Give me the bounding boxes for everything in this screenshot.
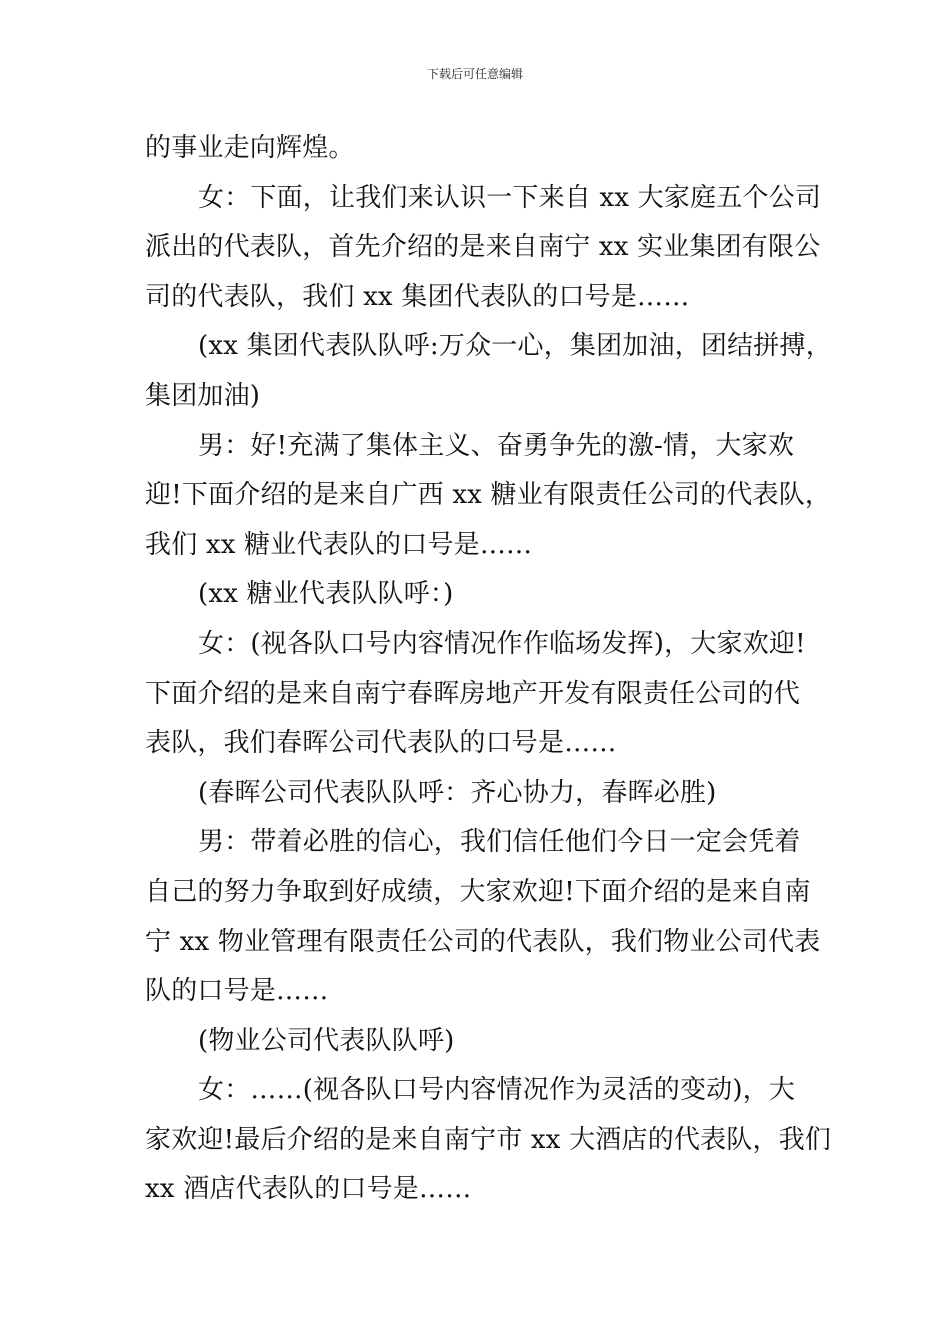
text-line: 我们 xx 糖业代表队的口号是…… [145,529,533,560]
text-line: (春晖公司代表队队呼：齐心协力，春晖必胜) [198,777,717,808]
text-line: xx 酒店代表队的口号是…… [145,1174,472,1205]
page-header: 下载后可任意编辑 [426,67,523,81]
text-line: 宁 xx 物业管理有限责任公司的代表队，我们物业公司代表 [145,926,821,957]
text-line: 男：带着必胜的信心，我们信任他们今日一定会凭着 [198,827,801,858]
text-line: 自己的努力争取到好成绩，大家欢迎!下面介绍的是来自南 [145,876,811,907]
text-line: (xx 糖业代表队队呼：) [198,579,454,610]
text-line: 女：下面，让我们来认识一下来自 xx 大家庭五个公司 [198,182,822,213]
text-line: 的事业走向辉煌。 [145,133,355,163]
text-line: 迎!下面介绍的是来自广西 xx 糖业有限责任公司的代表队， [145,480,832,511]
text-line: 男：好!充满了集体主义、奋勇争先的激-情，大家欢 [198,430,795,461]
document-body [145,124,832,1215]
text-line: 女：(视各队口号内容情况作作临场发挥)，大家欢迎! [198,628,806,659]
text-line: 派出的代表队，首先介绍的是来自南宁 xx 实业集团有限公 [145,232,821,263]
text-line: 表队，我们春晖公司代表队的口号是…… [145,728,617,759]
text-line: (物业公司代表队队呼) [198,1025,455,1056]
text-line: (xx 集团代表队队呼:万众一心，集团加油，团结拼搏， [198,331,832,362]
text-line: 女：……(视各队口号内容情况作为灵活的变动)，大 [198,1075,796,1106]
text-line: 队的口号是…… [145,976,329,1007]
text-line: 集团加油) [145,380,261,411]
text-line: 家欢迎!最后介绍的是来自南宁市 xx 大酒店的代表队，我们 [145,1124,832,1155]
text-line: 下面介绍的是来自南宁春晖房地产开发有限责任公司的代 [145,678,801,709]
text-line: 司的代表队，我们 xx 集团代表队的口号是…… [145,281,690,312]
